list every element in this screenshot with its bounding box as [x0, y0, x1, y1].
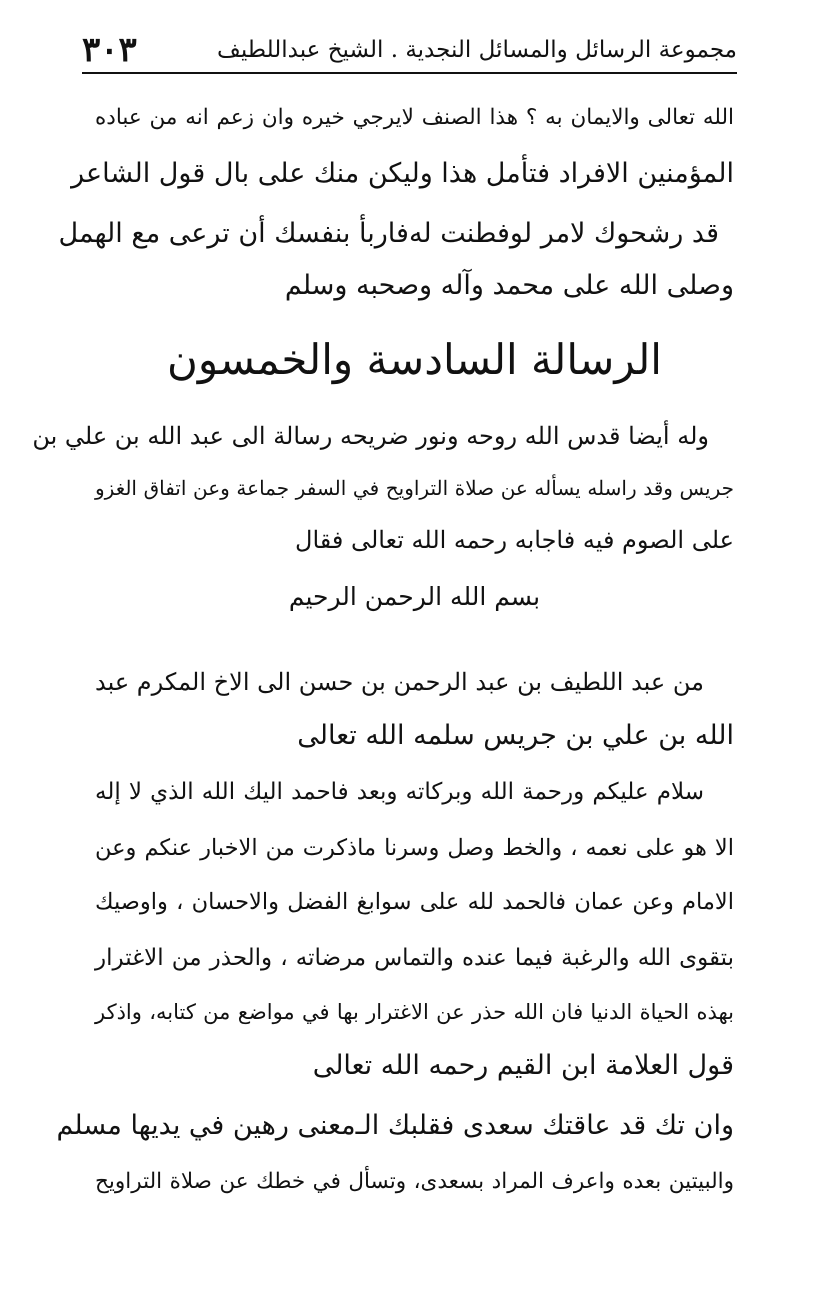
letter-line: من عبد اللطيف بن عبد الرحمن بن حسن الى الاخ المكرم عبد [95, 668, 704, 696]
letter-line: قول العلامة ابن القيم رحمه الله تعالى [312, 1050, 734, 1081]
letter-line: بتقوى الله والرغبة فيما عنده والتماس مرضاته ، والحذر من الاغترار [95, 945, 734, 971]
text-line: الله تعالى والايمان به ؟ هذا الصنف لايرجي خيره وان زعم انه من عباده [95, 105, 734, 130]
letter-line: الامام وعن عمان فالحمد لله على سوابغ الفضل والاحسان ، واوصيك [95, 889, 734, 915]
letter-line: سلام عليكم ورحمة الله وبركاته وبعد فاحمد اليك الله الذي لا إله [95, 779, 704, 805]
verse-first-hemistich: وان تك قد عاقتك سعدى فقلبك الـ [355, 1110, 734, 1141]
letter-line: الا هو على نعمه ، والخط وصل وسرنا ماذكرت من الاخبار عنكم وعن [95, 835, 734, 861]
page-number: ٣٠٣ [82, 30, 137, 70]
verse-second-hemistich: فاربأ بنفسك أن ترعى مع الهمل [58, 218, 409, 249]
verse-line [58, 212, 719, 256]
letter-line: بهذه الحياة الدنيا فان الله حذر عن الاغترار بها في مواضع من كتابه، واذكر [95, 1000, 734, 1024]
header-rule [82, 72, 737, 74]
verse-first-hemistich: قد رشحوك لامر لوفطنت له [408, 218, 719, 249]
intro-line: جريس وقد راسله يسأله عن صلاة التراويح في السفر جماعة وعن اتفاق الغزو [95, 476, 734, 500]
section-heading: الرسالة السادسة والخمسون [167, 335, 662, 384]
intro-line: على الصوم فيه فاجابه رحمه الله تعالى فقال [295, 526, 734, 554]
verse-second-hemistich: معنى رهين في يديها مسلم [56, 1110, 356, 1141]
closing-line: وصلى الله على محمد وآله وصحبه وسلم [284, 270, 734, 301]
text-line: المؤمنين الافراد فتأمل هذا وليكن منك على بال قول الشاعر [71, 158, 734, 189]
letter-line: الله بن علي بن جريس سلمه الله تعالى [297, 720, 734, 751]
text-line: والبيتين بعده واعرف المراد بسعدى، وتسأل في خطك عن صلاة التراويح [95, 1169, 734, 1194]
verse-line [56, 1104, 734, 1148]
running-title: مجموعة الرسائل والمسائل النجدية . الشيخ عبداللطيف [217, 37, 737, 63]
page-header [82, 24, 737, 70]
intro-line: وله أيضا قدس الله روحه ونور ضريحه رسالة الى عبد الله بن علي بن [32, 422, 709, 450]
basmala: بسم الله الرحمن الرحيم [288, 582, 541, 611]
